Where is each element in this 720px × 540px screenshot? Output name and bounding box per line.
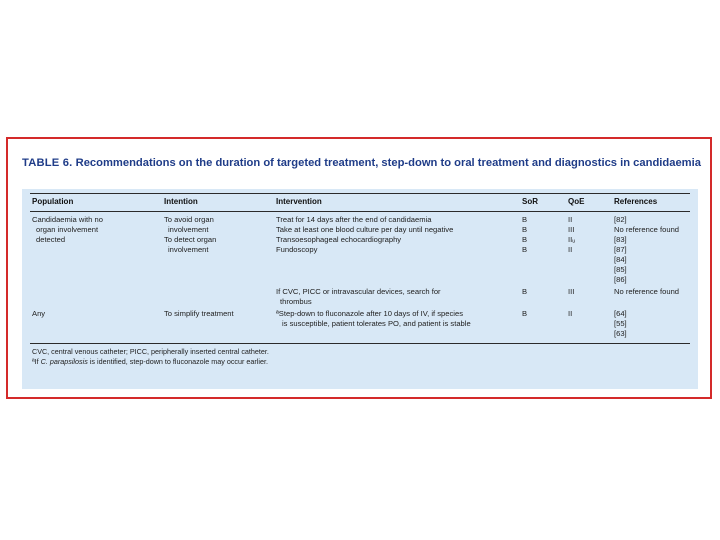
- table-panel: [22, 189, 698, 389]
- qoe-cell: III: [568, 287, 575, 296]
- qoe-cell: III: [568, 225, 575, 234]
- sor-cell: B: [522, 215, 528, 224]
- header-qoe: QoE: [568, 197, 585, 206]
- qoe-cell: IIᵤ: [568, 235, 576, 244]
- bottom-rule: [30, 343, 690, 344]
- intervention-cell: Fundoscopy: [276, 245, 318, 254]
- intervention-cell: Transoesophageal echocardiography: [276, 235, 402, 244]
- intervention-cell: Treat for 14 days after the end of candidaemia: [276, 215, 432, 224]
- footnote-prefix: ªIf: [32, 357, 41, 366]
- reference-cell: [87]: [614, 245, 627, 254]
- reference-cell: [55]: [614, 319, 627, 328]
- intention-cell: To detect organ: [164, 235, 217, 244]
- header-rule: [30, 211, 690, 212]
- slide-frame: [6, 137, 712, 399]
- intention-cell: To avoid organ: [164, 215, 214, 224]
- header-references: References: [614, 197, 658, 206]
- reference-cell: [84]: [614, 255, 627, 264]
- reference-cell: [85]: [614, 265, 627, 274]
- header-population: Population: [32, 197, 74, 206]
- population-cell: Candidaemia with no: [32, 215, 103, 224]
- population-cell: Any: [32, 309, 46, 318]
- reference-cell: [86]: [614, 275, 627, 284]
- footnote-parapsilosis: [32, 357, 268, 367]
- reference-cell: [64]: [614, 309, 627, 318]
- qoe-cell: II: [568, 309, 573, 318]
- sor-cell: B: [522, 235, 528, 244]
- reference-cell: No reference found: [614, 225, 680, 234]
- intervention-cell: thrombus: [280, 297, 312, 306]
- table-caption: [22, 155, 702, 171]
- intention-cell: To simplify treatment: [164, 309, 234, 318]
- table-label: TABLE 6.: [22, 157, 73, 169]
- population-cell: detected: [36, 235, 66, 244]
- table-caption-text: Recommendations on the duration of targeted treatment, step-down to oral treatment and diagnostics in candidaemia: [75, 157, 701, 169]
- footnote-suffix: is identified, step-down to fluconazole may occur earlier.: [87, 357, 268, 366]
- sor-cell: B: [522, 309, 528, 318]
- sor-cell: B: [522, 245, 528, 254]
- intention-cell: involvement: [168, 245, 209, 254]
- footnote-abbreviations: CVC, central venous catheter; PICC, peripherally inserted central catheter.: [32, 347, 269, 356]
- reference-cell: [82]: [614, 215, 627, 224]
- intervention-cell: is susceptible, patient tolerates PO, and patient is stable: [282, 319, 471, 328]
- intervention-cell: If CVC, PICC or intravascular devices, search for: [276, 287, 441, 296]
- reference-cell: No reference found: [614, 287, 680, 296]
- header-intervention: Intervention: [276, 197, 322, 206]
- qoe-cell: II: [568, 215, 573, 224]
- qoe-cell: II: [568, 245, 573, 254]
- header-intention: Intention: [164, 197, 198, 206]
- intervention-cell: Take at least one blood culture per day until negative: [276, 225, 454, 234]
- reference-cell: [83]: [614, 235, 627, 244]
- population-cell: organ involvement: [36, 225, 99, 234]
- sor-cell: B: [522, 287, 528, 296]
- footnote-species: C. parapsilosis: [40, 357, 88, 366]
- reference-cell: [63]: [614, 329, 627, 338]
- sor-cell: B: [522, 225, 528, 234]
- header-sor: SoR: [522, 197, 538, 206]
- intention-cell: involvement: [168, 225, 209, 234]
- top-rule: [30, 193, 690, 194]
- intervention-cell: ªStep-down to fluconazole after 10 days of IV, if species: [276, 309, 463, 318]
